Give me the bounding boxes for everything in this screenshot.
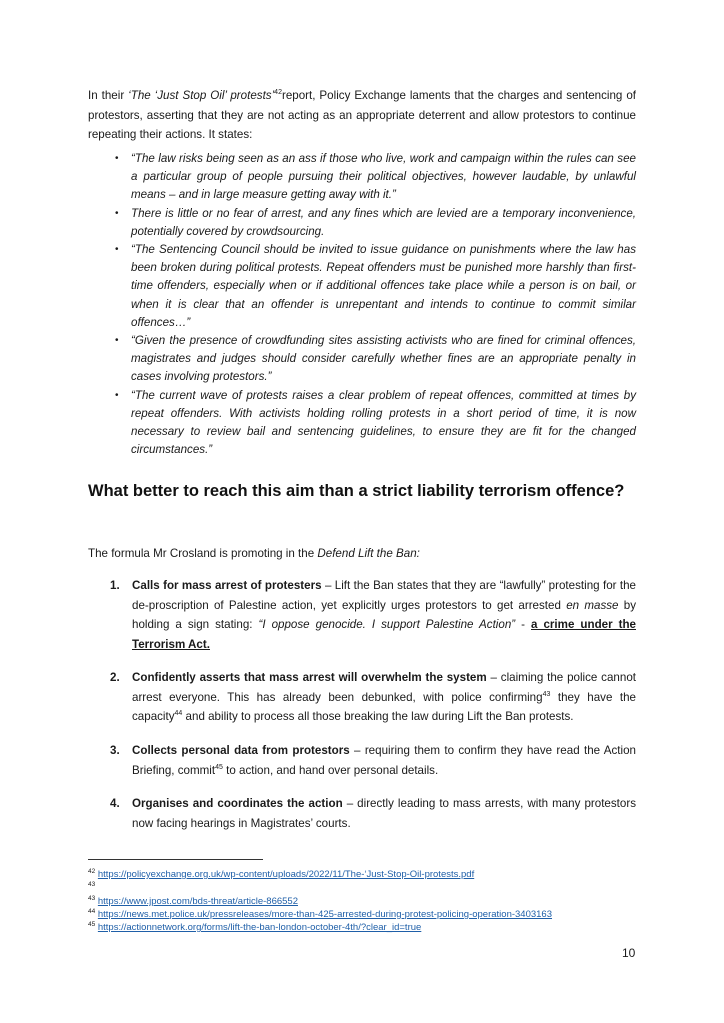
bullet-text: “The Sentencing Council should be invited to issue guidance on punishments where the law has been broken during political protests. Repeat offenders must be punished more harshly than first-time offenders, especially when or if additional offences take place while a person is on bail, or when it is clear that an offender is unrepentant and intends to continue to commit similar offences…” — [131, 243, 636, 329]
bullet-text: There is little or no fear of arrest, and any fines which are levied are a temporary inconvenience, potentially covered by crowdsourcing. — [131, 206, 636, 238]
bullet-icon: • — [115, 244, 119, 256]
footnote-ref-45[interactable]: 45 — [215, 763, 223, 771]
footnote-45 — [88, 922, 421, 935]
list-item-3 — [88, 741, 636, 780]
footnote-number: 43 — [88, 880, 96, 888]
bullet-item — [88, 205, 636, 241]
list-item-4 — [88, 794, 636, 833]
footnote-link[interactable]: https://news.met.police.uk/pressreleases/more-than-425-arrested-during-protest-policing-operation-3403163 — [97, 909, 553, 920]
footnote-44 — [88, 909, 552, 922]
item-number: 2. — [110, 671, 120, 684]
item-text: – directly leading to mass arrests, with many protestors now facing hearings in Magistrates’ courts. — [132, 797, 636, 830]
bullet-item — [88, 387, 636, 460]
item-text: by holding a sign stating: — [132, 598, 637, 631]
footnote-link[interactable]: https://actionnetwork.org/forms/lift-the-ban-london-october-4th/?clear_id=true — [97, 922, 422, 933]
item-heading: Confidently asserts that mass arrest will overwhelm the system — [132, 671, 487, 684]
bullet-text: “The law risks being seen as an ass if those who live, work and campaign within the rules can see a particular group of people pursuing their political objectives, however laudable, by unlawful means – and in large measure getting away with it.” — [131, 152, 636, 202]
bullet-item — [88, 241, 636, 332]
list-item-2 — [88, 668, 636, 727]
footnote-link[interactable]: https://policyexchange.org.uk/wp-content/uploads/2022/11/The-‘Just-Stop-Oil-protests.pdf — [97, 869, 475, 880]
bullet-icon: • — [115, 389, 119, 401]
footnote-43 — [88, 896, 298, 909]
item-text: – claiming the police cannot arrest everyone. This has already been debunked, with police confirming — [132, 671, 636, 704]
footnote-number: 43 — [88, 894, 96, 902]
footnote-number: 45 — [88, 920, 96, 928]
item-heading: Organises and coordinates the action — [132, 797, 343, 810]
item-number: 3. — [110, 744, 120, 757]
terrorism-act-emphasis: a crime under the Terrorism Act. — [132, 618, 636, 651]
item-number: 4. — [110, 797, 120, 810]
section-heading: What better to reach this aim than a strict liability terrorism offence? — [88, 482, 625, 500]
quote-bullet-list — [88, 150, 636, 459]
bullet-icon: • — [115, 153, 119, 164]
footnote-number: 42 — [88, 867, 96, 875]
formula-intro — [88, 544, 420, 563]
item-text: – requiring them to confirm they have read the Action Briefing, commit — [132, 744, 637, 777]
item-italic: en masse — [566, 598, 619, 612]
item-text: they have the capacity — [132, 690, 636, 723]
report-title: ‘The ‘Just Stop Oil’ protests’ — [128, 89, 275, 102]
bullet-icon: • — [115, 335, 119, 347]
item-heading: Collects personal data from protestors — [132, 744, 350, 757]
footnote-separator — [88, 859, 263, 860]
item-number: 1. — [110, 579, 120, 592]
footnote-ref-42[interactable]: 42 — [274, 89, 282, 97]
bullet-item — [88, 150, 636, 205]
formula-intro-text: The formula Mr Crosland is promoting in the — [88, 547, 318, 560]
footnote-43-empty — [88, 882, 95, 895]
bullet-text: “Given the presence of crowdfunding sites assisting activists who are fined for criminal offences, magistrates and judges should consider carefully whether fines are an appropriate penalty in cases involving protestors.” — [131, 334, 636, 384]
item-heading: Calls for mass arrest of protesters — [132, 579, 322, 592]
footnote-ref-44[interactable]: 44 — [174, 710, 183, 718]
intro-text: In their — [88, 89, 129, 102]
formula-intro-italic: Defend Lift the Ban: — [317, 547, 420, 560]
sign-quote: “I oppose genocide. I support Palestine Action” — [258, 618, 516, 631]
bullet-text: “The current wave of protests raises a clear problem of repeat offences, committed at times by repeat offenders. With activists holding rolling protests in a short period of time, it is now necessary to review bail and sentencing guidelines, to ensure they are fit for the changed circumstances.” — [131, 388, 636, 457]
intro-paragraph — [88, 86, 636, 145]
item-text: to action, and hand over personal details. — [222, 763, 439, 777]
item-text: – Lift the Ban states that they are “lawfully” protesting for the de-proscription of Palestine action, yet explicitly urges protestors to get arrested — [132, 579, 636, 612]
item-text: and ability to process all those breaking the law during Lift the Ban protests. — [182, 710, 574, 723]
intro-text-rest: report, Policy Exchange laments that the charges and sentencing of protestors, asserting that they are not acting as an appropriate deterrent and allow protestors to continue repeating their actions. It states: — [88, 89, 636, 141]
bullet-item — [88, 332, 636, 387]
footnote-link[interactable]: https://www.jpost.com/bds-threat/article-866552 — [97, 896, 298, 907]
bullet-icon: • — [115, 207, 119, 219]
footnote-42 — [88, 869, 474, 882]
page-number: 10 — [622, 946, 636, 960]
footnote-ref-43[interactable]: 43 — [542, 690, 551, 698]
item-text: - — [515, 618, 532, 631]
footnote-number: 44 — [88, 907, 96, 915]
list-item-1 — [88, 576, 636, 654]
